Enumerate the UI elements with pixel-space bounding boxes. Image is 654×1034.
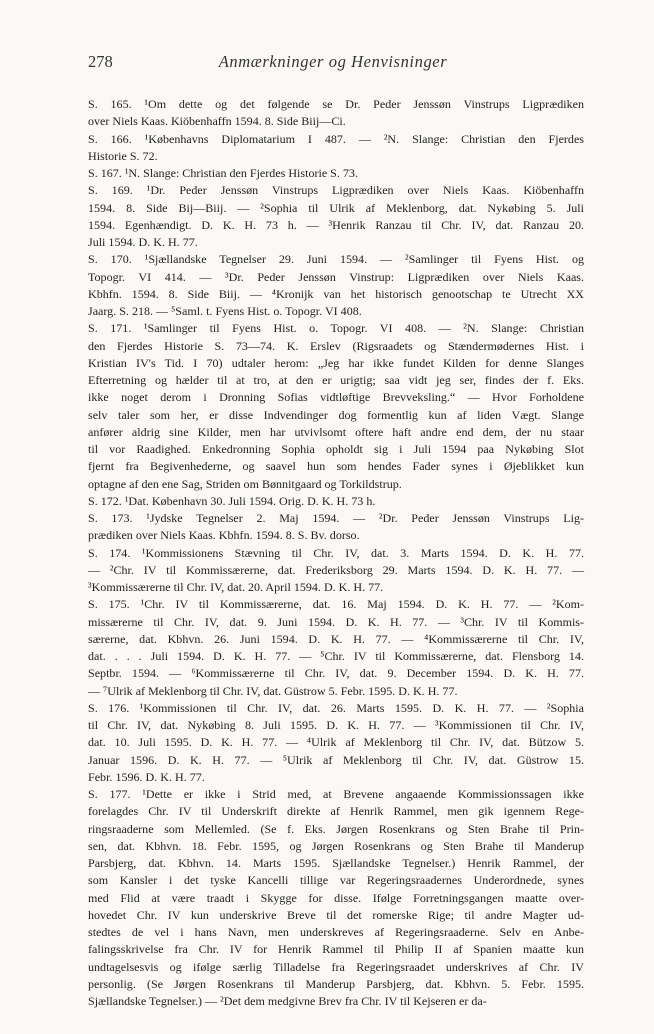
text-line: S. 172. ¹Dat. København 30. Juli 1594. Orig. D. K. H. 73 h. <box>88 493 376 508</box>
text-line: S. 171. ¹Samlinger til Fyens Hist. o. Topogr. VI 408. — ²N. Slange: Christian <box>88 321 584 336</box>
text-line: — ²Chr. IV til Kommissærerne, dat. Frederiksborg 29. Marts 1594. D. K. H. 77. — <box>88 562 584 577</box>
text-line: 1594. 8. Side Bij—Biij. — ²Sophia til Ulrik af Meklenborg, dat. Nykøbing 5. Juli <box>88 200 584 215</box>
text-line: anfører aldrig sine Kilder, men har utvivlsomt oftere haft andre end dem, der nu staar <box>88 424 584 439</box>
text-line: optagne af den ene Sag, Striden om Bønnitgaard og Torkildstrup. <box>88 476 402 491</box>
text-line: missærerne til Chr. IV, dat. 9. Juni 1594. D. K. H. 77. — ³Chr. IV til Kommis- <box>88 614 584 629</box>
text-line: Juli 1594. D. K. H. 77. <box>88 235 198 249</box>
text-line: Kbhfn. 1594. 8. Side Biij. — ⁴Kronijk van het historisch genootschap te Utrecht XX <box>88 286 584 301</box>
text-line: fjernt fra Begivenhederne, og saavel hun som hendes Fader synes i Øjeblikket kun <box>88 459 584 474</box>
text-line: ringsraaderne som Mellemled. (Se f. Eks. Jørgen Rosenkrans og Sten Brahe til Prin- <box>88 821 584 836</box>
text-line: S. 176. ¹Kommissionen til Chr. IV, dat. 26. Marts 1595. D. K. H. 77. — ²Sophia <box>88 700 584 715</box>
text-line: S. 174. ¹Kommissionens Stævning til Chr. IV, dat. 3. Marts 1594. D. K. H. 77. <box>88 545 584 560</box>
text-line: med Flid at være traadt i Skygge for disse. Ifølge Forretningsgangen maatte over- <box>88 890 584 905</box>
text-line: til vor Raadighed. Enkedronning Sophia opholdt sig i Juli 1594 paa Nykøbing Slot <box>88 442 584 456</box>
text-line: som Kansler i det tyske Kancelli tillige var Regeringsraadernes Underordnede, synes <box>88 873 584 888</box>
text-line: dat. 10. Juli 1595. D. K. H. 77. — ⁴Ulrik af Meklenborg til Chr. IV, dat. Bützow 5. <box>88 735 584 750</box>
text-line: S. 170. ¹Sjællandske Tegnelser 29. Juni 1594. — ²Samlinger til Fyens Hist. og <box>88 252 584 267</box>
text-line: Parsbjerg, dat. Kbhvn. 14. Marts 1595. Sjællandske Tegnelser.) Henrik Rammel, der <box>88 856 584 870</box>
text-line: prædiken over Niels Kaas. Kbhfn. 1594. 8. S. Bv. dorso. <box>88 528 360 543</box>
text-line: ikke noget derom i Dronning Sofias vidtløftige Brevveksling.“ — Hvor Forholdene <box>88 390 584 405</box>
text-line: forelagdes Chr. IV til Underskrift direkte af Henrik Rammel, men gik igennem Rege- <box>88 804 584 819</box>
text-line: S. 169. ¹Dr. Peder Jenssøn Vinstrups Ligprædiken over Niels Kaas. Kiöbenhaffn <box>88 183 584 198</box>
text-line: S. 177. ¹Dette er ikke i Strid med, at Brevene angaaende Kommissionssagen ikke <box>88 787 584 801</box>
text-line: Septbr. 1594. — ⁶Kommissærerne til Chr. IV, dat. 9. December 1594. D. K. H. 77. <box>88 666 584 681</box>
text-line: over Niels Kaas. Kiöbenhaffn 1594. 8. Side Biij—Ci. <box>88 114 346 129</box>
page-header <box>88 52 578 76</box>
notes-body <box>88 96 584 1010</box>
text-line: sen, dat. Kbhvn. 18. Febr. 1595, og Jørgen Rosenkrans og Sten Brahe til Manderup <box>88 838 584 853</box>
text-line: stedtes de vel i hans Navn, men underskreves af Regeringsraaderne. Selv en Anbe- <box>88 925 584 939</box>
text-line: Jaarg. S. 218. — ⁵Saml. t. Fyens Hist. o. Topogr. VI 408. <box>88 304 362 318</box>
text-line: hovedet Chr. IV kun underskrive Breve til det romerske Rige; til andre Magter ud- <box>88 907 584 922</box>
text-line: Sjællandske Tegnelser.) — ²Det dem medgivne Brev fra Chr. IV til Kejseren er da- <box>88 994 487 1008</box>
text-line: Topogr. VI 414. — ³Dr. Peder Jenssøn Vinstrup: Ligprædiken over Niels Kaas. <box>88 269 584 284</box>
text-line: Febr. 1596. D. K. H. 77. <box>88 769 205 784</box>
text-line: S. 175. ¹Chr. IV til Kommissærerne, dat. 16. Maj 1594. D. K. H. 77. — ²Kom- <box>88 597 584 612</box>
text-line: dat. . . . Juli 1594. D. K. H. 77. — ⁵Chr. IV til Kommissærerne, dat. Flensborg 14. <box>88 649 584 663</box>
text-line: Kristian IV's Tid. I 70) udtaler herom: „Jeg har ikke fundet Kilden for denne Slanges <box>88 355 584 370</box>
text-line: S. 167. ¹N. Slange: Christian den Fjerdes Historie S. 73. <box>88 166 358 180</box>
text-line: S. 165. ¹Om dette og det følgende se Dr. Peder Jenssøn Vinstrups Ligprædiken <box>88 97 584 111</box>
text-line: selv taler som her, er disse Indvendinger dog formentlig kun af liden Vægt. Slange <box>88 407 584 422</box>
text-line: falingsskrivelse fra Chr. IV for Henrik Rammel til Philip II af Spanien maatte kun <box>88 942 584 957</box>
page-number: 278 <box>88 52 113 71</box>
text-line: 1594. Egenhændigt. D. K. H. 73 h. — ³Henrik Ranzau til Chr. IV, dat. Ranzau 20. <box>88 217 584 232</box>
text-line: den Fjerdes Historie S. 73—74. K. Erslev (Rigsraadets og Stændermødernes Hist. i <box>88 338 584 353</box>
text-line: Januar 1596. D. K. H. 77. — ⁵Ulrik af Meklenborg til Chr. IV, dat. Güstrow 15. <box>88 752 584 767</box>
text-line: undtagelsesvis og ifølge særlig Tilladelse fra Regeringsraadet underskrives af Chr. IV <box>88 959 584 974</box>
text-line: ³Kommissærerne til Chr. IV, dat. 20. April 1594. D. K. H. 77. <box>88 580 384 594</box>
text-line: Efterretning og hælder til at tro, at den er urigtig; saa vidt jeg ser, findes der f. Eks. <box>88 373 584 387</box>
running-title: Anmærkninger og Henvisninger <box>218 52 448 71</box>
text-line: S. 173. ¹Jydske Tegnelser 2. Maj 1594. — ²Dr. Peder Jenssøn Vinstrups Lig- <box>88 511 584 525</box>
text-line: til Chr. IV, dat. Nykøbing 8. Juli 1595. D. K. H. 77. — ³Kommissionen til Chr. IV, <box>88 718 584 732</box>
text-line: Historie S. 72. <box>88 148 158 163</box>
text-line: S. 166. ¹Københavns Diplomatarium I 487. — ²N. Slange: Christian den Fjerdes <box>88 131 584 146</box>
text-line: personlig. (Se Jørgen Rosenkrans til Manderup Parsbjerg, dat. Kbhvn. 5. Febr. 1595. <box>88 976 584 991</box>
text-line: særerne, dat. Kbhvn. 26. Juni 1594. D. K. H. 77. — ⁴Kommissærerne til Chr. IV, <box>88 631 584 646</box>
text-line: — ⁷Ulrik af Meklenborg til Chr. IV, dat. Güstrow 5. Febr. 1595. D. K. H. 77. <box>88 683 458 698</box>
